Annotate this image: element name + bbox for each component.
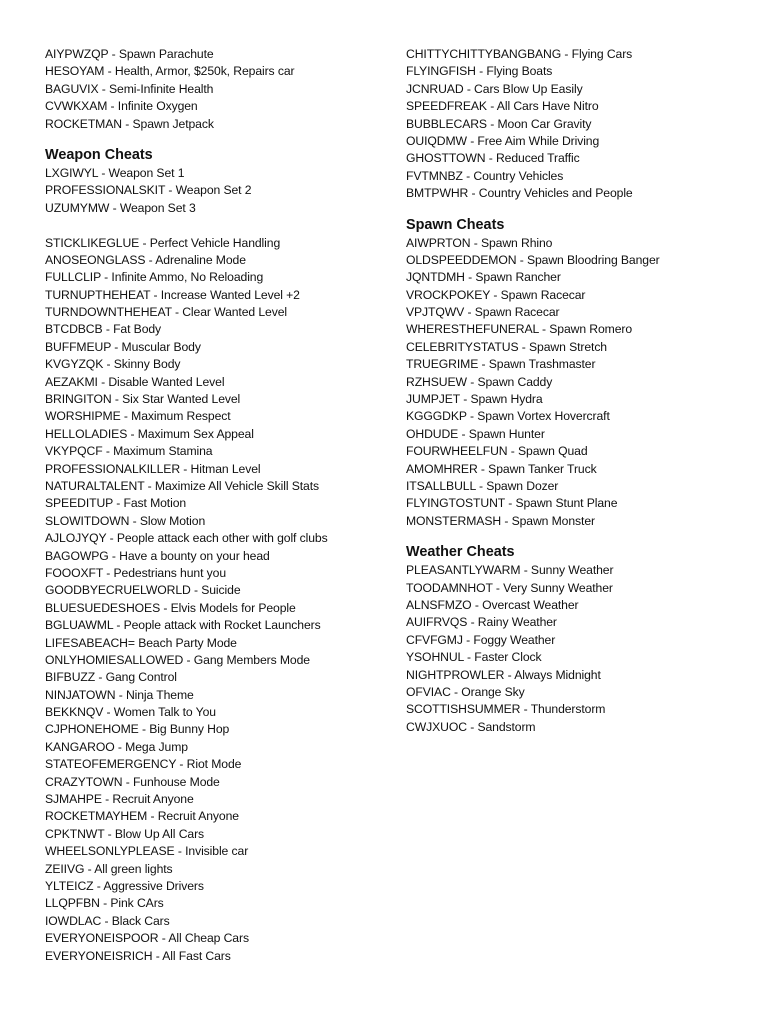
cheat-line: HELLOLADIES - Maximum Sex Appeal <box>45 426 254 441</box>
cheat-line: JQNTDMH - Spawn Rancher <box>406 270 561 285</box>
cheat-line: BGLUAWML - People attack with Rocket Launchers <box>45 618 321 633</box>
cheat-line: PROFESSIONALKILLER - Hitman Level <box>45 461 261 476</box>
cheat-line: SCOTTISHSUMMER - Thunderstorm <box>406 702 606 717</box>
cheat-line: WHEELSONLYPLEASE - Invisible car <box>45 844 249 859</box>
cheat-line: WORSHIPME - Maximum Respect <box>45 409 231 424</box>
cheat-line: SPEEDFREAK - All Cars Have Nitro <box>406 99 599 114</box>
cheat-line: NINJATOWN - Ninja Theme <box>45 687 194 702</box>
cheat-line: NATURALTALENT - Maximize All Vehicle Skill Stats <box>45 478 320 493</box>
cheat-line: BLUESUEDESHOES - Elvis Models for People <box>45 600 296 615</box>
cheat-line: LXGIWYL - Weapon Set 1 <box>45 165 185 180</box>
cheat-line: BTCDBCB - Fat Body <box>45 322 162 337</box>
cheat-line: BMTPWHR - Country Vehicles and People <box>406 186 633 201</box>
weapon-cheat-list <box>45 165 390 217</box>
cheat-line: BIFBUZZ - Gang Control <box>45 670 177 685</box>
cheat-line: CHITTYCHITTYBANGBANG - Flying Cars <box>406 47 633 61</box>
cheat-line: MONSTERMASH - Spawn Monster <box>406 513 595 528</box>
cheat-line: CWJXUOC - Sandstorm <box>406 719 536 734</box>
cheat-line: JCNRUAD - Cars Blow Up Easily <box>406 81 583 96</box>
cheat-line: LIFESABEACH= Beach Party Mode <box>45 635 237 650</box>
cheat-line: PROFESSIONALSKIT - Weapon Set 2 <box>45 183 252 198</box>
cheat-line: BUBBLECARS - Moon Car Gravity <box>406 116 592 131</box>
cheat-line: ONLYHOMIESALLOWED - Gang Members Mode <box>45 652 310 667</box>
cheat-line: ANOSEONGLASS - Adrenaline Mode <box>45 252 246 267</box>
cheat-line: ALNSFMZO - Overcast Weather <box>406 597 579 612</box>
cheat-line: STATEOFEMERGENCY - Riot Mode <box>45 757 242 772</box>
cheat-line: ITSALLBULL - Spawn Dozer <box>406 478 559 493</box>
vehicle-cheat-list <box>406 46 751 203</box>
cheat-line: HESOYAM - Health, Armor, $250k, Repairs car <box>45 64 295 79</box>
cheat-line: TOODAMNHOT - Very Sunny Weather <box>406 580 613 595</box>
cheat-line: SLOWITDOWN - Slow Motion <box>45 513 206 528</box>
cheat-line: ROCKETMAYHEM - Recruit Anyone <box>45 809 239 824</box>
cheat-line: ZEIIVG - All green lights <box>45 861 173 876</box>
cheat-line: CVWKXAM - Infinite Oxygen <box>45 99 198 114</box>
right-column <box>406 46 751 736</box>
cheat-line: AIWPRTON - Spawn Rhino <box>406 235 553 250</box>
cheat-line: CRAZYTOWN - Funhouse Mode <box>45 774 220 789</box>
cheat-line: KVGYZQK - Skinny Body <box>45 357 181 372</box>
cheat-line: GHOSTTOWN - Reduced Traffic <box>406 151 580 166</box>
cheat-line: FLYINGTOSTUNT - Spawn Stunt Plane <box>406 496 618 511</box>
cheat-line: BAGOWPG - Have a bounty on your head <box>45 548 270 563</box>
cheat-line: TURNUPTHEHEAT - Increase Wanted Level +2 <box>45 287 300 302</box>
cheat-line: TURNDOWNTHEHEAT - Clear Wanted Level <box>45 305 287 320</box>
cheat-line: OUIQDMW - Free Aim While Driving <box>406 133 600 148</box>
cheat-line: VPJTQWV - Spawn Racecar <box>406 305 560 320</box>
cheat-line: IOWDLAC - Black Cars <box>45 913 170 928</box>
cheat-line: OLDSPEEDDEMON - Spawn Bloodring Banger <box>406 252 660 267</box>
cheat-line: JUMPJET - Spawn Hydra <box>406 392 543 407</box>
cheat-line: OHDUDE - Spawn Hunter <box>406 426 545 441</box>
cheat-line: YSOHNUL - Faster Clock <box>406 650 542 665</box>
cheat-line: UZUMYMW - Weapon Set 3 <box>45 200 196 215</box>
cheat-line: AIYPWZQP - Spawn Parachute <box>45 47 214 61</box>
cheat-line: FOOOXFT - Pedestrians hunt you <box>45 565 227 580</box>
cheat-line: AJLOJYQY - People attack each other with golf clubs <box>45 531 328 546</box>
cheat-line: CPKTNWT - Blow Up All Cars <box>45 826 205 841</box>
weather-cheat-list <box>406 562 751 736</box>
cheat-line: EVERYONEISRICH - All Fast Cars <box>45 948 231 963</box>
cheat-line: WHERESTHEFUNERAL - Spawn Romero <box>406 322 633 337</box>
cheat-line: AMOMHRER - Spawn Tanker Truck <box>406 461 597 476</box>
cheat-line: OFVIAC - Orange Sky <box>406 684 525 699</box>
cheat-line: STICKLIKEGLUE - Perfect Vehicle Handling <box>45 235 281 250</box>
cheat-line: BEKKNQV - Women Talk to You <box>45 705 216 720</box>
cheat-line: LLQPFBN - Pink CArs <box>45 896 164 911</box>
cheat-line: FULLCLIP - Infinite Ammo, No Reloading <box>45 270 264 285</box>
cheat-line: KGGGDKP - Spawn Vortex Hovercraft <box>406 409 610 424</box>
cheat-line: EVERYONEISPOOR - All Cheap Cars <box>45 931 249 946</box>
cheat-line: SPEEDITUP - Fast Motion <box>45 496 187 511</box>
cheat-line: SJMAHPE - Recruit Anyone <box>45 792 194 807</box>
cheat-line: FLYINGFISH - Flying Boats <box>406 64 553 79</box>
cheat-line: CELEBRITYSTATUS - Spawn Stretch <box>406 339 607 354</box>
cheat-line: AUIFRVQS - Rainy Weather <box>406 615 557 630</box>
cheat-line: GOODBYECRUELWORLD - Suicide <box>45 583 241 598</box>
spacer <box>45 217 390 234</box>
weapon-cheats-heading: Weapon Cheats <box>45 146 153 163</box>
cheat-line: KANGAROO - Mega Jump <box>45 739 188 754</box>
cheat-line: ROCKETMAN - Spawn Jetpack <box>45 116 214 131</box>
cheat-line: RZHSUEW - Spawn Caddy <box>406 374 553 389</box>
cheat-line: VKYPQCF - Maximum Stamina <box>45 444 213 459</box>
misc-cheat-list <box>45 235 390 965</box>
spawn-cheat-list <box>406 235 751 531</box>
cheat-line: CJPHONEHOME - Big Bunny Hop <box>45 722 230 737</box>
cheat-line: AEZAKMI - Disable Wanted Level <box>45 374 225 389</box>
cheat-line: TRUEGRIME - Spawn Trashmaster <box>406 357 596 372</box>
cheat-line: YLTEICZ - Aggressive Drivers <box>45 878 204 893</box>
left-column <box>45 46 390 965</box>
spawn-cheats-heading: Spawn Cheats <box>406 216 505 233</box>
cheat-line: FOURWHEELFUN - Spawn Quad <box>406 444 588 459</box>
intro-cheat-list <box>45 46 390 133</box>
cheat-line: PLEASANTLYWARM - Sunny Weather <box>406 563 614 578</box>
cheat-line: VROCKPOKEY - Spawn Racecar <box>406 287 586 302</box>
cheat-line: NIGHTPROWLER - Always Midnight <box>406 667 601 682</box>
weather-cheats-heading: Weather Cheats <box>406 544 515 561</box>
cheat-line: CFVFGMJ - Foggy Weather <box>406 632 556 647</box>
cheat-line: FVTMNBZ - Country Vehicles <box>406 168 564 183</box>
cheat-line: BUFFMEUP - Muscular Body <box>45 339 201 354</box>
cheat-line: BRINGITON - Six Star Wanted Level <box>45 392 241 407</box>
cheat-line: BAGUVIX - Semi-Infinite Health <box>45 81 214 96</box>
